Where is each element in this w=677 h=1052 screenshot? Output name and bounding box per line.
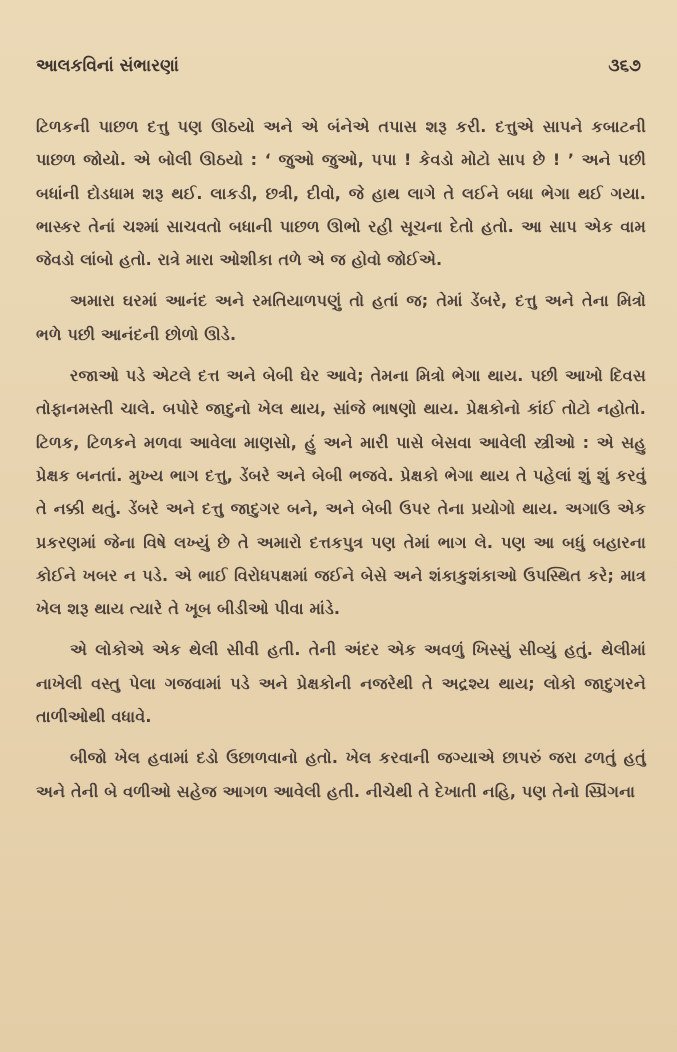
running-title: આલકવિનાં સંભારણાં: [36, 56, 179, 76]
paragraph-5: બીજો ખેલ હવામાં દડો ઉછાળવાનો હતો. ખેલ કરવાની જગ્યાએ છાપરું જરા ઢળતું હતું અને તેની બે વળીઓ સહેજ આગળ આવેલી હતી. નીચેથી તે દેખાતી નહિ, પણ તેનો સ્પ્રિંગના: [36, 748, 646, 801]
paragraph-4: એ લોકોએ એક થેલી સીવી હતી. તેની અંદર એક અવળું ખિસ્સું સીવ્યું હતું. થેલીમાં નાખેલી વસ્તુ પેલા ગજવામાં પડે અને પ્રેક્ષકોની નજરેથી તે અદ્રશ્ય થાય; લોકો જાદુગરને તાળીઓથી વધાવે.: [36, 640, 646, 727]
body-text: [36, 110, 646, 808]
paragraph-3: રજાઓ પડે એટલે દત્ત અને બેબી ઘેર આવે; તેમના મિત્રો ભેગા થાય. પછી આખો દિવસ તોફાનમસ્તી ચાલે. બપોરે જાદુનો ખેલ થાય, સાંજે ભાષણો થાય. પ્રેક્ષકોનો કાંઈ તોટો નહોતો. ટિળક, ટિળકને મળવા આવેલા માણસો, હું અને મારી પાસે બેસવા આવેલી સ્ત્રીઓ : એ સહુ પ્રેક્ષક બનતાં. મુખ્ય ભાગ દત્તુ, ડેંબરે અને બેબી ભજવે. પ્રેક્ષકો ભેગા થાય તે પહેલાં શું શું કરવું તે નક્કી થતું. ડેંબરે અને દત્તુ જાદુગર બને, અને બેબી ઉપર તેના પ્રયોગો થાય. અગાઉ એક પ્રકરણમાં જેના વિષે લખ્યું છે તે અમારો દત્તકપુત્ર પણ તેમાં ભાગ લે. પણ આ બધું બહારના કોઈને ખબર ન પડે. એ ભાઈ વિરોધપક્ષમાં જઈને બેસે અને શંકાકુશંકાઓ ઉપસ્થિત કરે; માત્ર ખેલ શરૂ થાય ત્યારે તે ખૂબ બીડીઓ પીવા માંડે.: [36, 366, 646, 619]
page-header: [36, 56, 641, 82]
paragraph-2: અમારા ઘરમાં આનંદ અને રમતિયાળપણું તો હતાં જ; તેમાં ડેંબરે, દત્તુ અને તેના મિત્રો ભળે પછી આનંદની છોળો ઊડે.: [36, 291, 646, 344]
paragraph-1: ટિળકની પાછળ દત્તુ પણ ઊઠયો અને એ બંનેએ તપાસ શરૂ કરી. દત્તુએ સાપને કબાટની પાછળ જોયો. એ બોલી ઊઠયો : ‘ જુઓ જુઓ, પપા ! કેવડો મોટો સાપ છે ! ’ અને પછી બધાંની દોડધામ શરૂ થઈ. લાકડી, છત્રી, દીવો, જે હાથ લાગે તે લઈને બધા ભેગા થઈ ગયા. ભાસ્કર તેનાં ચશ્માં સાચવતો બધાની પાછળ ઊભો રહી સૂચના દેતો હતો. આ સાપ એક વામ જેવડો લાંબો હતો. રાત્રે મારા ઓશીકા તળે એ જ હોવો જોઈએ.: [36, 117, 646, 270]
page-number: ૩૬૭: [608, 56, 641, 76]
